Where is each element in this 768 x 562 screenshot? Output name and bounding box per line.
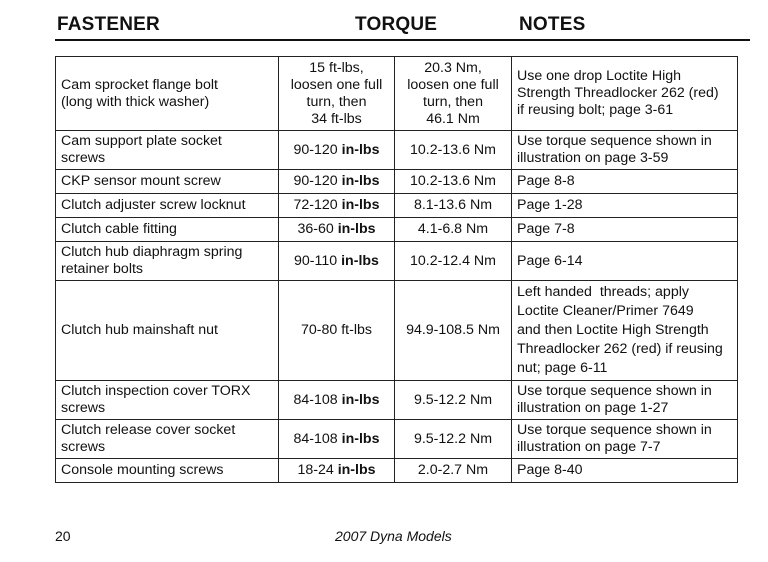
torque-metric-cell <box>395 459 512 483</box>
torque-imperial-value: 72-120 <box>293 197 338 213</box>
fastener-cell <box>56 242 279 281</box>
table-row <box>56 131 738 170</box>
torque-imperial-cell <box>279 420 395 459</box>
notes-line: Use torque sequence shown in <box>517 133 712 149</box>
torque-metric-value: 4.1-6.8 Nm <box>417 221 489 237</box>
fastener-line: screws <box>61 439 106 455</box>
page-number: 20 <box>55 528 71 544</box>
torque-metric-cell <box>395 420 512 459</box>
table-row <box>56 381 738 420</box>
torque-metric-cell <box>395 242 512 281</box>
table-row <box>56 218 738 242</box>
fastener-line: Cam support plate socket <box>61 133 222 149</box>
torque-imperial-value: 84-108 <box>293 391 338 408</box>
notes-line: illustration on page 3-59 <box>517 150 669 166</box>
notes-line: Page 6-14 <box>517 252 583 269</box>
torque-imperial-value: 90-120 <box>293 173 338 189</box>
notes-cell <box>512 131 738 170</box>
torque-unit: in-lbs <box>337 462 376 478</box>
notes-line: if reusing bolt; page 3-61 <box>517 102 674 118</box>
torque-imperial-cell <box>279 242 395 281</box>
notes-line: Use torque sequence shown in <box>517 383 712 399</box>
torque-imperial-value: 90-120 <box>293 141 338 158</box>
torque-unit: in-lbs <box>341 430 380 447</box>
table-row <box>56 242 738 281</box>
torque-metric-cell <box>395 381 512 420</box>
torque-metric-value: 10.2-12.4 Nm <box>410 252 496 269</box>
notes-cell <box>512 420 738 459</box>
torque-imperial-value: 18-24 <box>297 462 334 478</box>
fastener-line: Cam sprocket flange bolt <box>61 76 218 93</box>
torque-metric-cell <box>395 194 512 218</box>
fastener-line: Clutch inspection cover TORX <box>61 383 251 399</box>
fastener-line: (long with thick washer) <box>61 93 210 110</box>
header-notes: NOTES <box>519 14 586 35</box>
torque-metric-value: 9.5-12.2 Nm <box>413 391 493 408</box>
fastener-line: Clutch adjuster screw locknut <box>61 197 246 213</box>
torque-imperial-value: 15 ft-lbs, loosen one full turn, then 34 ft-lbs <box>290 59 383 127</box>
torque-unit: in-lbs <box>341 197 380 213</box>
notes-line: Use torque sequence shown in <box>517 422 712 438</box>
notes-line: Left handed threads; apply <box>517 284 689 300</box>
torque-metric-value: 9.5-12.2 Nm <box>413 430 493 447</box>
torque-metric-cell <box>395 131 512 170</box>
fastener-line: Clutch hub diaphragm spring <box>61 244 243 260</box>
header-torque: TORQUE <box>355 14 438 35</box>
table-row <box>56 170 738 194</box>
fastener-cell <box>56 281 279 381</box>
fastener-cell <box>56 170 279 194</box>
fastener-line: CKP sensor mount screw <box>61 173 221 189</box>
torque-metric-cell <box>395 218 512 242</box>
footer-title: 2007 Dyna Models <box>335 528 452 544</box>
notes-cell <box>512 242 738 281</box>
fastener-cell <box>56 420 279 459</box>
fastener-cell <box>56 194 279 218</box>
fastener-cell <box>56 131 279 170</box>
table-row <box>56 281 738 381</box>
torque-imperial-cell <box>279 57 395 131</box>
torque-imperial-cell <box>279 194 395 218</box>
notes-line: illustration on page 7-7 <box>517 439 661 455</box>
header-fastener: FASTENER <box>57 14 160 35</box>
torque-metric-value: 94.9-108.5 Nm <box>406 322 500 338</box>
notes-line: Page 1-28 <box>517 197 583 213</box>
header-rule <box>55 39 750 41</box>
torque-imperial-cell <box>279 459 395 483</box>
fastener-line: screws <box>61 150 106 166</box>
fastener-line: Clutch hub mainshaft nut <box>61 322 218 338</box>
notes-line: and then Loctite High Strength <box>517 322 709 338</box>
torque-imperial-cell <box>279 381 395 420</box>
torque-imperial-value: 70-80 ft-lbs <box>301 322 372 338</box>
torque-unit: in-lbs <box>341 141 380 158</box>
fastener-line: retainer bolts <box>61 261 144 277</box>
notes-cell <box>512 381 738 420</box>
torque-imperial-cell <box>279 131 395 170</box>
table-row <box>56 194 738 218</box>
notes-line: Page 8-8 <box>517 173 575 189</box>
notes-line: Strength Threadlocker 262 (red) <box>517 85 719 101</box>
notes-line: Page 7-8 <box>517 221 575 237</box>
fastener-line: screws <box>61 400 106 416</box>
torque-imperial-cell <box>279 281 395 381</box>
torque-unit: in-lbs <box>341 252 379 269</box>
torque-metric-value: 10.2-13.6 Nm <box>410 141 496 158</box>
table-row <box>56 420 738 459</box>
notes-line: Use one drop Loctite High <box>517 68 682 84</box>
notes-line: Page 8-40 <box>517 462 583 478</box>
torque-metric-value: 10.2-13.6 Nm <box>410 173 496 189</box>
notes-cell <box>512 459 738 483</box>
torque-imperial-cell <box>279 170 395 194</box>
torque-unit: in-lbs <box>341 391 380 408</box>
notes-cell <box>512 170 738 194</box>
torque-unit: in-lbs <box>341 173 380 189</box>
torque-metric-value: 20.3 Nm, loosen one full turn, then 46.1 Nm <box>407 59 499 127</box>
notes-cell <box>512 194 738 218</box>
table-row <box>56 57 738 131</box>
torque-metric-value: 2.0-2.7 Nm <box>417 462 489 478</box>
notes-cell <box>512 218 738 242</box>
torque-spec-table <box>55 56 738 483</box>
fastener-cell <box>56 381 279 420</box>
notes-line: illustration on page 1-27 <box>517 400 669 416</box>
torque-metric-value: 8.1-13.6 Nm <box>413 197 493 213</box>
notes-cell <box>512 57 738 131</box>
torque-imperial-value: 36-60 <box>297 221 334 237</box>
fastener-line: Clutch release cover socket <box>61 422 236 438</box>
fastener-line: Console mounting screws <box>61 462 224 478</box>
fastener-cell <box>56 218 279 242</box>
torque-metric-cell <box>395 57 512 131</box>
notes-line: nut; page 6-11 <box>517 360 608 376</box>
table-row <box>56 459 738 483</box>
fastener-cell <box>56 459 279 483</box>
notes-line: Loctite Cleaner/Primer 7649 <box>517 303 694 319</box>
notes-cell <box>512 281 738 381</box>
torque-imperial-cell <box>279 218 395 242</box>
notes-line: Threadlocker 262 (red) if reusing <box>517 341 723 357</box>
fastener-cell <box>56 57 279 131</box>
torque-metric-cell <box>395 281 512 381</box>
torque-unit: in-lbs <box>337 221 376 237</box>
torque-imperial-value: 84-108 <box>293 430 338 447</box>
torque-metric-cell <box>395 170 512 194</box>
torque-imperial-value: 90-110 <box>294 252 338 269</box>
fastener-line: Clutch cable fitting <box>61 221 177 237</box>
